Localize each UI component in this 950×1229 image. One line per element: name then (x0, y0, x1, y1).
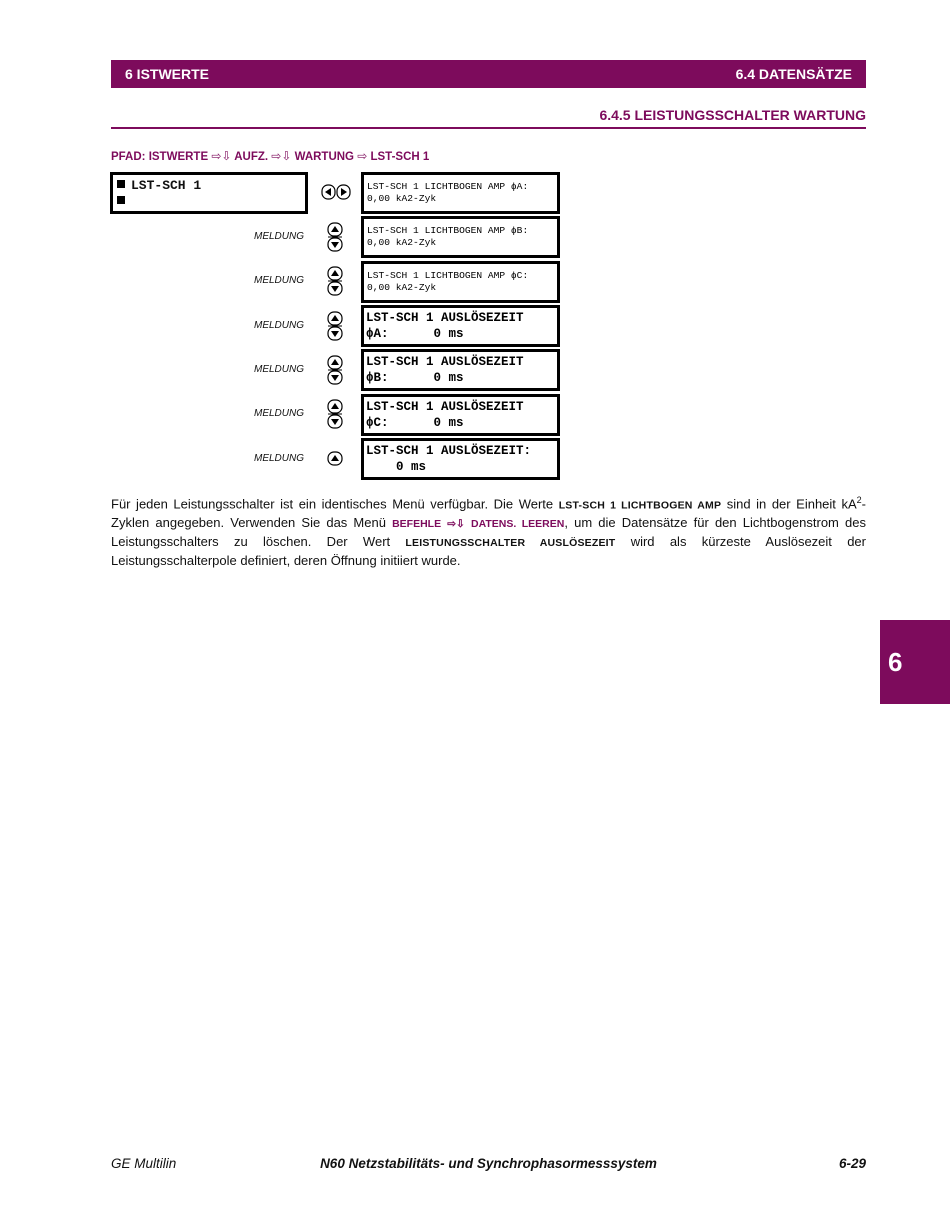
path-prefix: PFAD: ISTWERTE (111, 151, 209, 163)
display-value: ϕA: 0 ms (366, 327, 464, 341)
display-arc-amp-b (361, 216, 560, 258)
display-line: LST-SCH 1 LICHTBOGEN AMP ϕB: (367, 225, 529, 236)
right-down-arrow-icon: ⇨⇩ (271, 149, 292, 163)
menu-path (111, 149, 429, 163)
message-label: MELDUNG (253, 408, 304, 419)
section-title: 6.4.5 LEISTUNGSSCHALTER WARTUNG (111, 107, 866, 129)
display-line: LST-SCH 1 LICHTBOGEN AMP ϕC: (367, 270, 529, 281)
right-arrow-icon: ⇨ (357, 149, 368, 163)
display-line: LST-SCH 1 LICHTBOGEN AMP ϕA: (367, 181, 529, 192)
setting-name: LST-SCH 1 LICHTBOGEN AMP (558, 499, 722, 512)
display-line: LST-SCH 1 AUSLÖSEZEIT (366, 355, 524, 369)
display-line: LST-SCH 1 AUSLÖSEZEIT (366, 400, 524, 414)
display-value: 0,00 kA2-Zyk (367, 193, 437, 204)
superscript: 2 (856, 495, 862, 505)
menu-header-label: LST-SCH 1 (131, 178, 202, 193)
body-paragraph (111, 492, 866, 569)
setting-name: LEISTUNGSSCHALTER AUSLÖSEZEIT (405, 537, 616, 550)
chapter-header-bar (111, 60, 866, 88)
up-down-key-icon (327, 399, 343, 429)
message-label: MELDUNG (253, 231, 304, 242)
display-value: ϕB: 0 ms (366, 371, 464, 385)
display-trip-time-total (361, 438, 560, 480)
up-down-key-icon (327, 355, 343, 385)
display-value: 0,00 kA2-Zyk (367, 237, 437, 248)
path-part-wartung: WARTUNG (294, 151, 355, 163)
display-value: 0,00 kA2-Zyk (367, 282, 437, 293)
right-down-arrow-icon: ⇨⇩ (447, 518, 465, 531)
message-label: MELDUNG (253, 453, 304, 464)
footer-product-title: N60 Netzstabilitäts- und Synchrophasormesssystem (320, 1156, 657, 1171)
body-text-2: sind in der Einheit kA (721, 496, 857, 512)
chapter-title: 6 ISTWERTE (125, 66, 210, 82)
display-trip-time-b (361, 349, 560, 391)
section-reference: 6.4 DATENSÄTZE (735, 66, 852, 82)
message-label: MELDUNG (253, 320, 304, 331)
footer-company: GE Multilin (111, 1156, 177, 1171)
path-part-lst-sch: LST-SCH 1 (370, 151, 430, 163)
chapter-side-tab: 6 (880, 620, 950, 704)
body-text-3: -Zyklen angegeben. Verwenden Sie das Menü (111, 496, 866, 531)
display-value: ϕC: 0 ms (366, 416, 464, 430)
display-trip-time-a (361, 305, 560, 347)
display-value: 0 ms (366, 460, 427, 474)
square-bullet-icon (117, 180, 125, 188)
page-number: 6-29 (838, 1156, 866, 1171)
right-down-arrow-icon: ⇨⇩ (211, 149, 232, 163)
display-trip-time-c (361, 394, 560, 436)
body-text-1: Für jeden Leistungsschalter ist ein identisches Menü verfügbar. Die Werte (111, 496, 559, 512)
page-footer (111, 1156, 866, 1174)
up-down-key-icon (327, 222, 343, 252)
up-down-key-icon (327, 266, 343, 296)
display-line: LST-SCH 1 AUSLÖSEZEIT: (366, 444, 532, 458)
body-text-5: wird als kürzeste Auslösezeit der Leistungsschalterpole definiert, deren Öffnung initiiert wurde. (111, 534, 866, 569)
menu-path-befehle: BEFEHLE (392, 518, 442, 531)
up-down-key-icon (327, 311, 343, 341)
square-bullet-icon (117, 196, 125, 204)
menu-header-display (110, 172, 308, 214)
up-key-icon (327, 451, 343, 466)
message-label: MELDUNG (253, 364, 304, 375)
left-right-key-icon (321, 184, 351, 200)
menu-path-datens-leeren: DATENS. LEEREN (471, 518, 565, 531)
body-text-4: , um die Datensätze für den Lichtbogenstrom des Leistungsschalters zu löschen. Der Wert (111, 515, 866, 550)
path-part-aufz: AUFZ. (234, 151, 269, 163)
display-arc-amp-a (361, 172, 560, 214)
display-arc-amp-c (361, 261, 560, 303)
message-label: MELDUNG (253, 275, 304, 286)
display-line: LST-SCH 1 AUSLÖSEZEIT (366, 311, 524, 325)
